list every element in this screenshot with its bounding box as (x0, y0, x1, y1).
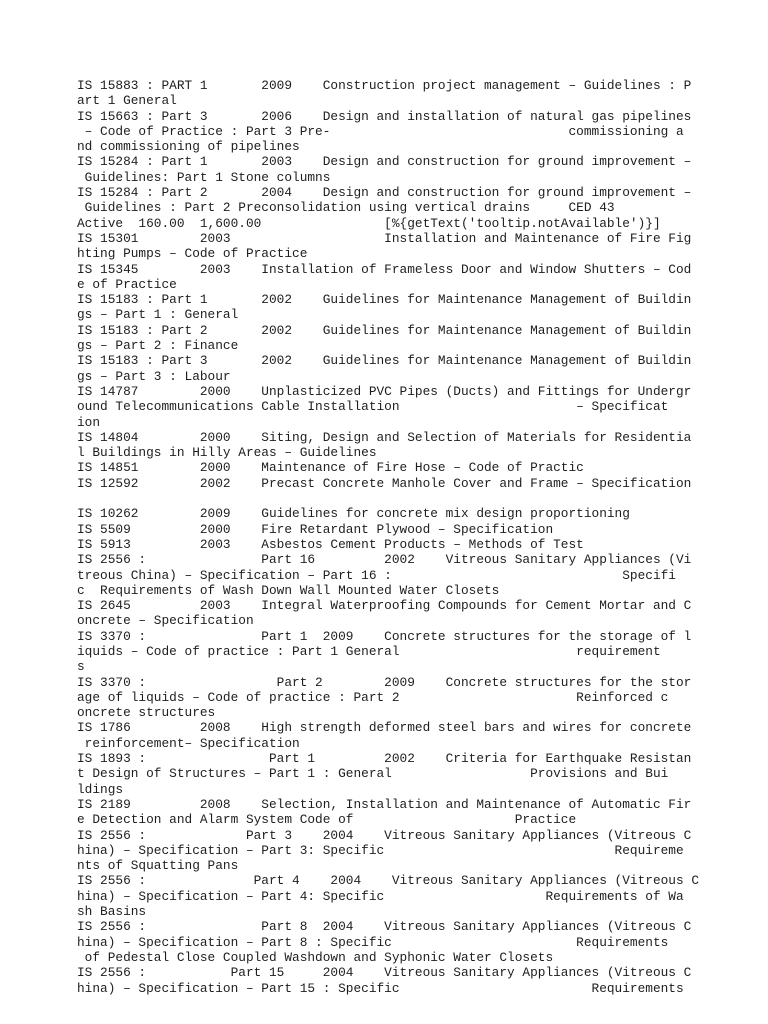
text-line: IS 3370 : Part 2 2009 Concrete structures for the stor (77, 674, 692, 690)
text-line: IS 14804 2000 Siting, Design and Selection of Materials for Residentia (77, 429, 692, 445)
text-line: IS 2556 : Part 15 2004 Vitreous Sanitary Appliances (Vitreous C (77, 965, 692, 981)
text-line: IS 3370 : Part 1 2009 Concrete structures for the storage of l (77, 628, 692, 644)
text-line: hina) – Specification – Part 8 : Specific Requirements (77, 934, 669, 950)
text-line: IS 1786 2008 High strength deformed steel bars and wires for concrete (77, 720, 692, 736)
text-line: IS 15183 : Part 1 2002 Guidelines for Maintenance Management of Buildin (77, 292, 692, 308)
text-line: hina) – Specification – Part 4: Specific Requirements of Wa (77, 888, 684, 904)
text-line: IS 15183 : Part 3 2002 Guidelines for Maintenance Management of Buildin (77, 353, 692, 369)
text-line: of Pedestal Close Coupled Washdown and Syphonic Water Closets (77, 949, 554, 965)
text-line: IS 15663 : Part 3 2006 Design and installation of natural gas pipelines (77, 108, 692, 124)
text-line: nd commissioning of pipelines (77, 139, 300, 155)
text-line: IS 2556 : Part 3 2004 Vitreous Sanitary Appliances (Vitreous C (77, 827, 692, 843)
text-line: nts of Squatting Pans (77, 858, 239, 874)
text-line: ldings (77, 781, 124, 797)
text-line: Guidelines : Part 2 Preconsolidation using vertical drains CED 43 (77, 200, 615, 216)
text-line: IS 2189 2008 Selection, Installation and Maintenance of Automatic Fir (77, 796, 692, 812)
text-line: IS 14851 2000 Maintenance of Fire Hose – Code of Practic (77, 460, 584, 476)
text-line: iquids – Code of practice : Part 1 General requirement (77, 643, 661, 659)
text-line: hting Pumps – Code of Practice (77, 246, 308, 262)
text-line: art 1 General (77, 93, 177, 109)
text-line: IS 15284 : Part 1 2003 Design and construction for ground improvement – (77, 154, 692, 170)
text-line: oncrete – Specification (77, 613, 254, 629)
text-line: IS 2556 : Part 8 2004 Vitreous Sanitary Appliances (Vitreous C (77, 919, 692, 935)
text-line: IS 10262 2009 Guidelines for concrete mix design proportioning (77, 506, 630, 522)
text-line: e Detection and Alarm System Code of Practice (77, 812, 577, 828)
text-line: IS 15284 : Part 2 2004 Design and construction for ground improvement – (77, 185, 692, 201)
text-line: hina) – Specification – Part 15 : Specific Requirements (77, 980, 684, 996)
text-line: sh Basins (77, 904, 147, 920)
text-line: IS 15183 : Part 2 2002 Guidelines for Maintenance Management of Buildin (77, 322, 692, 338)
text-line: gs – Part 1 : General (77, 307, 239, 323)
text-line: s (77, 659, 85, 675)
blank-line (77, 491, 697, 506)
text-line: IS 14787 2000 Unplasticized PVC Pipes (Ducts) and Fittings for Undergr (77, 383, 692, 399)
text-line: gs – Part 2 : Finance (77, 338, 239, 354)
document-text (77, 78, 700, 996)
text-line: Active 160.00 1,600.00 [%{getText('tooltip.notAvailable')}] (77, 215, 661, 231)
text-line: IS 2556 : Part 16 2002 Vitreous Sanitary Appliances (Vi (77, 552, 692, 568)
text-line: IS 1893 : Part 1 2002 Criteria for Earthquake Resistan (77, 751, 692, 767)
text-line: age of liquids – Code of practice : Part 2 Reinforced c (77, 689, 669, 705)
text-line: t Design of Structures – Part 1 : General Provisions and Bui (77, 766, 669, 782)
text-line: gs – Part 3 : Labour (77, 368, 231, 384)
text-line: – Code of Practice : Part 3 Pre- commissioning a (77, 123, 684, 139)
text-line: IS 15883 : PART 1 2009 Construction project management – Guidelines : P (77, 78, 692, 93)
text-line: oncrete structures (77, 705, 216, 721)
text-line: IS 5509 2000 Fire Retardant Plywood – Specification (77, 521, 554, 537)
text-line: ound Telecommunications Cable Installation – Specificat (77, 399, 669, 415)
text-line: IS 2556 : Part 4 2004 Vitreous Sanitary Appliances (Vitreous C (77, 873, 700, 889)
text-line: ion (77, 414, 101, 430)
text-line: IS 12592 2002 Precast Concrete Manhole Cover and Frame – Specification (77, 475, 692, 491)
text-line: l Buildings in Hilly Areas – Guidelines (77, 445, 377, 461)
text-line: IS 15345 2003 Installation of Frameless Door and Window Shutters – Cod (77, 261, 692, 277)
text-line: IS 5913 2003 Asbestos Cement Products – Methods of Test (77, 536, 584, 552)
text-line: c Requirements of Wash Down Wall Mounted Water Closets (77, 582, 500, 598)
text-line: reinforcement– Specification (77, 735, 300, 751)
text-line: treous China) – Specification – Part 16 : Specifi (77, 567, 676, 583)
text-line: Guidelines: Part 1 Stone columns (77, 169, 331, 185)
text-line: IS 15301 2003 Installation and Maintenance of Fire Fig (77, 230, 692, 246)
text-line: e of Practice (77, 276, 177, 292)
text-line: IS 2645 2003 Integral Waterproofing Compounds for Cement Mortar and C (77, 598, 692, 614)
text-line: hina) – Specification – Part 3: Specific Requireme (77, 842, 684, 858)
